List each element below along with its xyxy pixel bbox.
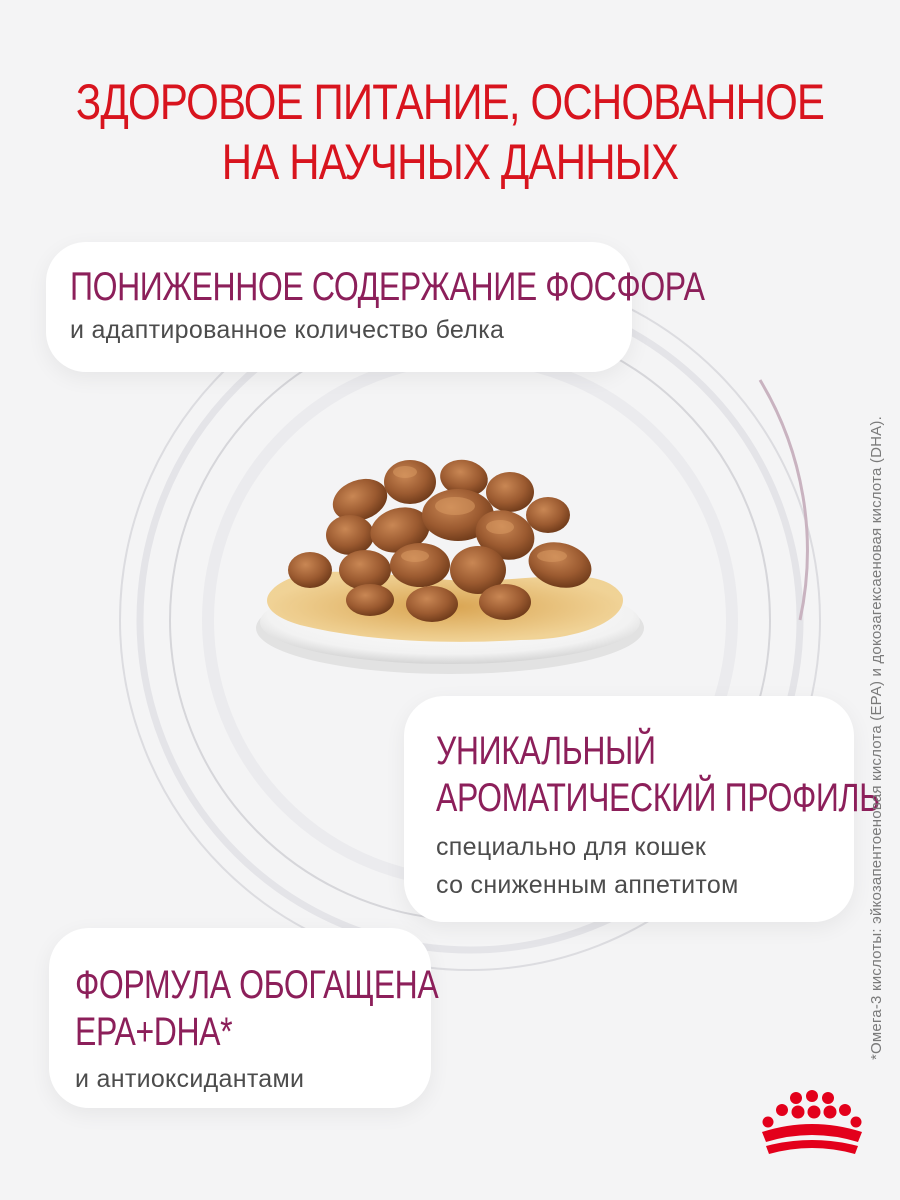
benefit-title: ПОНИЖЕННОЕ СОДЕРЖАНИЕ ФОСФОРА — [70, 265, 705, 309]
benefit-subtitle-line-2: со сниженным аппетитом — [436, 871, 739, 899]
benefit-subtitle: и адаптированное количество белка — [70, 316, 505, 344]
benefit-title-line-1: ФОРМУЛА ОБОГАЩЕНА — [75, 963, 439, 1007]
benefit-subtitle-line-1: специально для кошек — [436, 833, 707, 861]
benefit-card-formula — [49, 928, 439, 1108]
benefit-title-line-2: АРОМАТИЧЕСКИЙ ПРОФИЛЬ — [436, 776, 880, 820]
crown-logo-icon — [752, 1090, 872, 1160]
headline-line-1: ЗДОРОВОЕ ПИТАНИЕ, ОСНОВАННОЕ — [75, 74, 825, 130]
benefit-card-aroma — [404, 696, 880, 922]
benefit-title-line-2: EPA+DHA* — [75, 1010, 233, 1054]
headline-line-2: НА НАУЧНЫХ ДАННЫХ — [221, 134, 679, 190]
footnote: *Омега-3 кислоты: эйкозапентоеновая кислота (EPA) и докозагексаеновая кислота (DHA). — [868, 416, 885, 1060]
benefit-card-phosphorus — [46, 242, 705, 372]
benefit-subtitle: и антиоксидантами — [75, 1065, 305, 1093]
benefit-title-line-1: УНИКАЛЬНЫЙ — [436, 729, 656, 773]
